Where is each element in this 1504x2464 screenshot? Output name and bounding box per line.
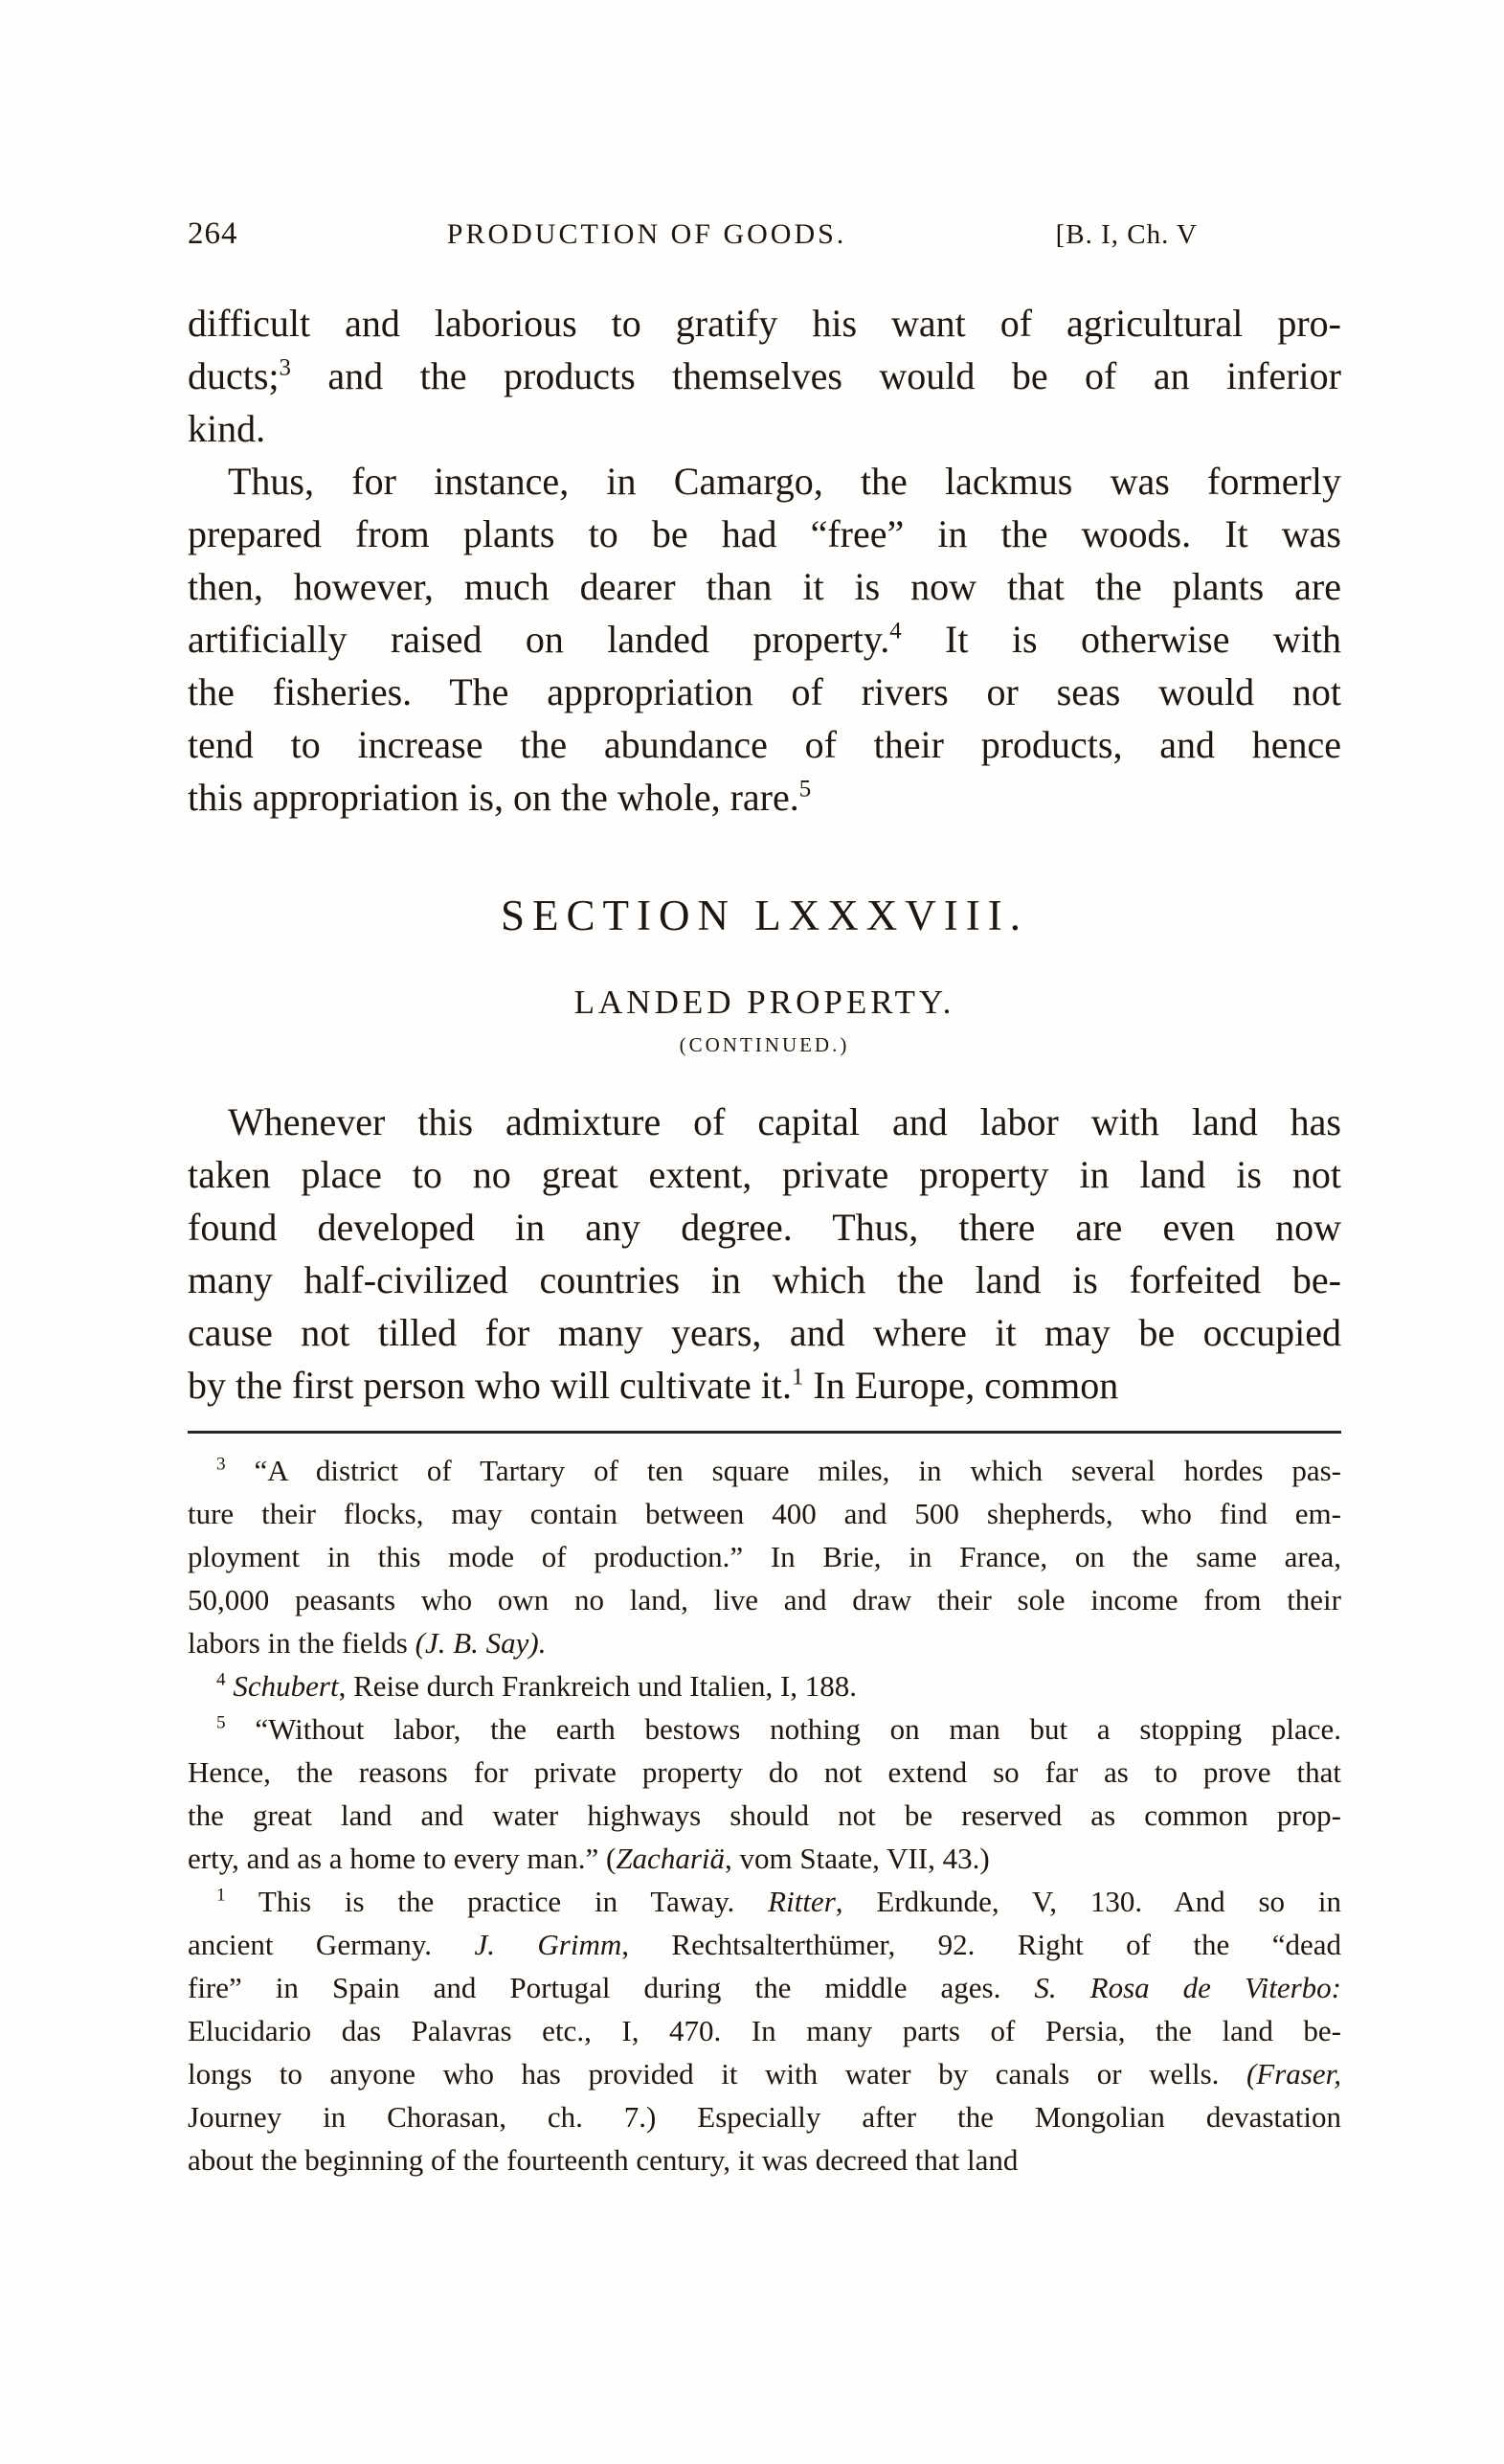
text-segment: , Erdkunde, V, 130. And so in <box>835 1885 1342 1918</box>
text-segment: found developed in any degree. Thus, there are even now <box>188 1206 1341 1249</box>
text-line <box>188 1254 1341 1306</box>
text-segment: ployment in this mode of production.” In Brie, in France, on the same area, <box>188 1540 1341 1573</box>
italic-text: J. Grimm <box>474 1928 622 1961</box>
text-segment: In Europe, common <box>803 1364 1119 1407</box>
text-line <box>188 1148 1341 1201</box>
text-line <box>188 666 1341 718</box>
text-segment: by the first person who will cultivate it. <box>188 1364 792 1407</box>
text-segment: artificially raised on landed property. <box>188 618 890 661</box>
footnote-marker: 4 <box>889 618 902 644</box>
text-line <box>188 1880 1341 1923</box>
text-line <box>188 613 1341 666</box>
text-line <box>188 1621 1341 1664</box>
text-segment: this appropriation is, on the whole, rare. <box>188 776 799 819</box>
paragraph-continuation <box>188 297 1341 455</box>
text-segment: , vom Staate, VII, 43.) <box>725 1842 990 1875</box>
footnotes-block <box>188 1449 1341 2181</box>
text-line <box>188 1837 1341 1880</box>
text-segment: Hence, the reasons for private property do not extend so far as to prove that <box>188 1755 1341 1789</box>
italic-text: (J. B. Say). <box>415 1626 547 1660</box>
text-line <box>188 297 1341 350</box>
text-line <box>188 771 1341 824</box>
text-line <box>188 1707 1341 1751</box>
page-number: 264 <box>188 216 238 251</box>
section-subheading: LANDED PROPERTY. <box>573 983 955 1021</box>
text-line <box>188 718 1341 771</box>
text-line <box>188 1535 1341 1578</box>
text-segment: It is otherwise with <box>901 618 1342 661</box>
text-segment: prepared from plants to be had “free” in the woods. It was <box>188 512 1341 555</box>
text-segment: many half-civilized countries in which the land is forfeited be- <box>188 1258 1341 1301</box>
text-line <box>188 2052 1341 2095</box>
text-segment: 50,000 peasants who own no land, live and draw their sole income from their <box>188 1583 1341 1616</box>
footnote-marker: 3 <box>216 1454 226 1475</box>
text-segment: tend to increase the abundance of their products, and hence <box>188 723 1341 766</box>
text-segment: ancient Germany. <box>188 1928 475 1961</box>
text-segment: fire” in Spain and Portugal during the middle ages. <box>188 1971 1035 2004</box>
footnote-divider <box>188 1431 1341 1434</box>
text-line <box>188 455 1341 508</box>
text-segment: about the beginning of the fourteenth century, it was decreed that land <box>188 2143 1019 2177</box>
footnote-3 <box>188 1449 1341 1664</box>
text-line <box>188 1096 1341 1148</box>
text-line <box>188 1492 1341 1535</box>
footnote-marker: 1 <box>792 1364 804 1390</box>
text-segment: taken place to no great extent, private property in land is not <box>188 1153 1341 1196</box>
text-segment: Thus, for instance, in Camargo, the lackmus was formerly <box>228 460 1341 503</box>
footnote-marker: 5 <box>216 1712 226 1733</box>
text-line <box>188 508 1341 560</box>
footnote-4 <box>188 1664 1341 1707</box>
running-title: PRODUCTION OF GOODS. <box>446 218 847 250</box>
italic-text: (Fraser, <box>1246 2057 1341 2091</box>
text-segment: This is the practice in Taway. <box>225 1885 769 1918</box>
text-segment: difficult and laborious to gratify his want of agricultural pro- <box>188 302 1341 345</box>
text-segment: and the products themselves would be of an inferior <box>290 354 1341 397</box>
text-segment: Journey in Chorasan, ch. 7.) Especially after the Mongolian devastation <box>188 2100 1341 2134</box>
text-segment: longs to anyone who has provided it with water by canals or wells. <box>188 2057 1246 2091</box>
text-segment: erty, and as a home to every man.” ( <box>188 1842 617 1875</box>
text-line <box>188 402 1341 455</box>
text-segment: Whenever this admixture of capital and labor with land has <box>228 1100 1341 1143</box>
text-segment: ducts; <box>188 354 280 397</box>
footnote-5 <box>188 1707 1341 1880</box>
chapter-reference: [B. I, Ch. V <box>1055 219 1198 250</box>
text-segment: , Reise durch Frankreich und Italien, I, 188. <box>338 1669 858 1703</box>
main-text <box>188 297 1341 1412</box>
text-line <box>188 2009 1341 2052</box>
text-line <box>188 1578 1341 1621</box>
italic-text: Zachariä <box>616 1842 725 1875</box>
text-segment: “A district of Tartary of ten square miles, in which several hordes pas- <box>225 1454 1341 1487</box>
continued-note: (CONTINUED.) <box>679 1033 850 1056</box>
text-segment: ture their flocks, may contain between 400 and 500 shepherds, who find em- <box>188 1497 1341 1530</box>
section-heading: SECTION LXXXVIII. <box>501 892 1028 939</box>
text-line <box>188 350 1341 402</box>
text-segment: “Without labor, the earth bestows nothing on man but a stopping place. <box>225 1712 1341 1746</box>
footnote-marker: 4 <box>216 1669 226 1690</box>
text-segment: labors in the fields <box>188 1626 415 1660</box>
text-line <box>188 1966 1341 2009</box>
paragraph-camargo <box>188 455 1341 824</box>
paragraph-landed-property <box>188 1096 1341 1412</box>
italic-text: S. Rosa de Viterbo: <box>1034 1971 1341 2004</box>
text-line <box>188 1794 1341 1837</box>
footnote-marker: 3 <box>279 354 291 381</box>
text-line <box>188 1751 1341 1794</box>
footnote-marker: 1 <box>216 1885 226 1906</box>
text-segment: the great land and water highways should not be reserved as common prop- <box>188 1798 1341 1832</box>
text-line <box>188 560 1341 613</box>
text-line <box>188 1449 1341 1492</box>
italic-text: Schubert <box>233 1669 339 1703</box>
text-line <box>188 1201 1341 1254</box>
text-line <box>188 2095 1341 2138</box>
footnote-marker: 5 <box>798 776 812 802</box>
text-line <box>188 2138 1341 2181</box>
text-line <box>188 1664 1341 1707</box>
text-line <box>188 1306 1341 1359</box>
italic-text: Ritter <box>768 1885 836 1918</box>
text-segment: Elucidario das Palavras etc., I, 470. In many parts of Persia, the land be- <box>188 2014 1341 2047</box>
running-header <box>188 215 1341 253</box>
text-segment: the fisheries. The appropriation of rivers or seas would not <box>188 670 1341 713</box>
text-segment: , Rechtsalterthümer, 92. Right of the “dead <box>621 1928 1341 1961</box>
text-line <box>188 1359 1341 1412</box>
text-line <box>188 1923 1341 1966</box>
text-segment: cause not tilled for many years, and where it may be occupied <box>188 1311 1341 1354</box>
footnote-1 <box>188 1880 1341 2181</box>
text-segment: kind. <box>188 407 266 450</box>
text-segment: then, however, much dearer than it is now that the plants are <box>188 565 1341 608</box>
